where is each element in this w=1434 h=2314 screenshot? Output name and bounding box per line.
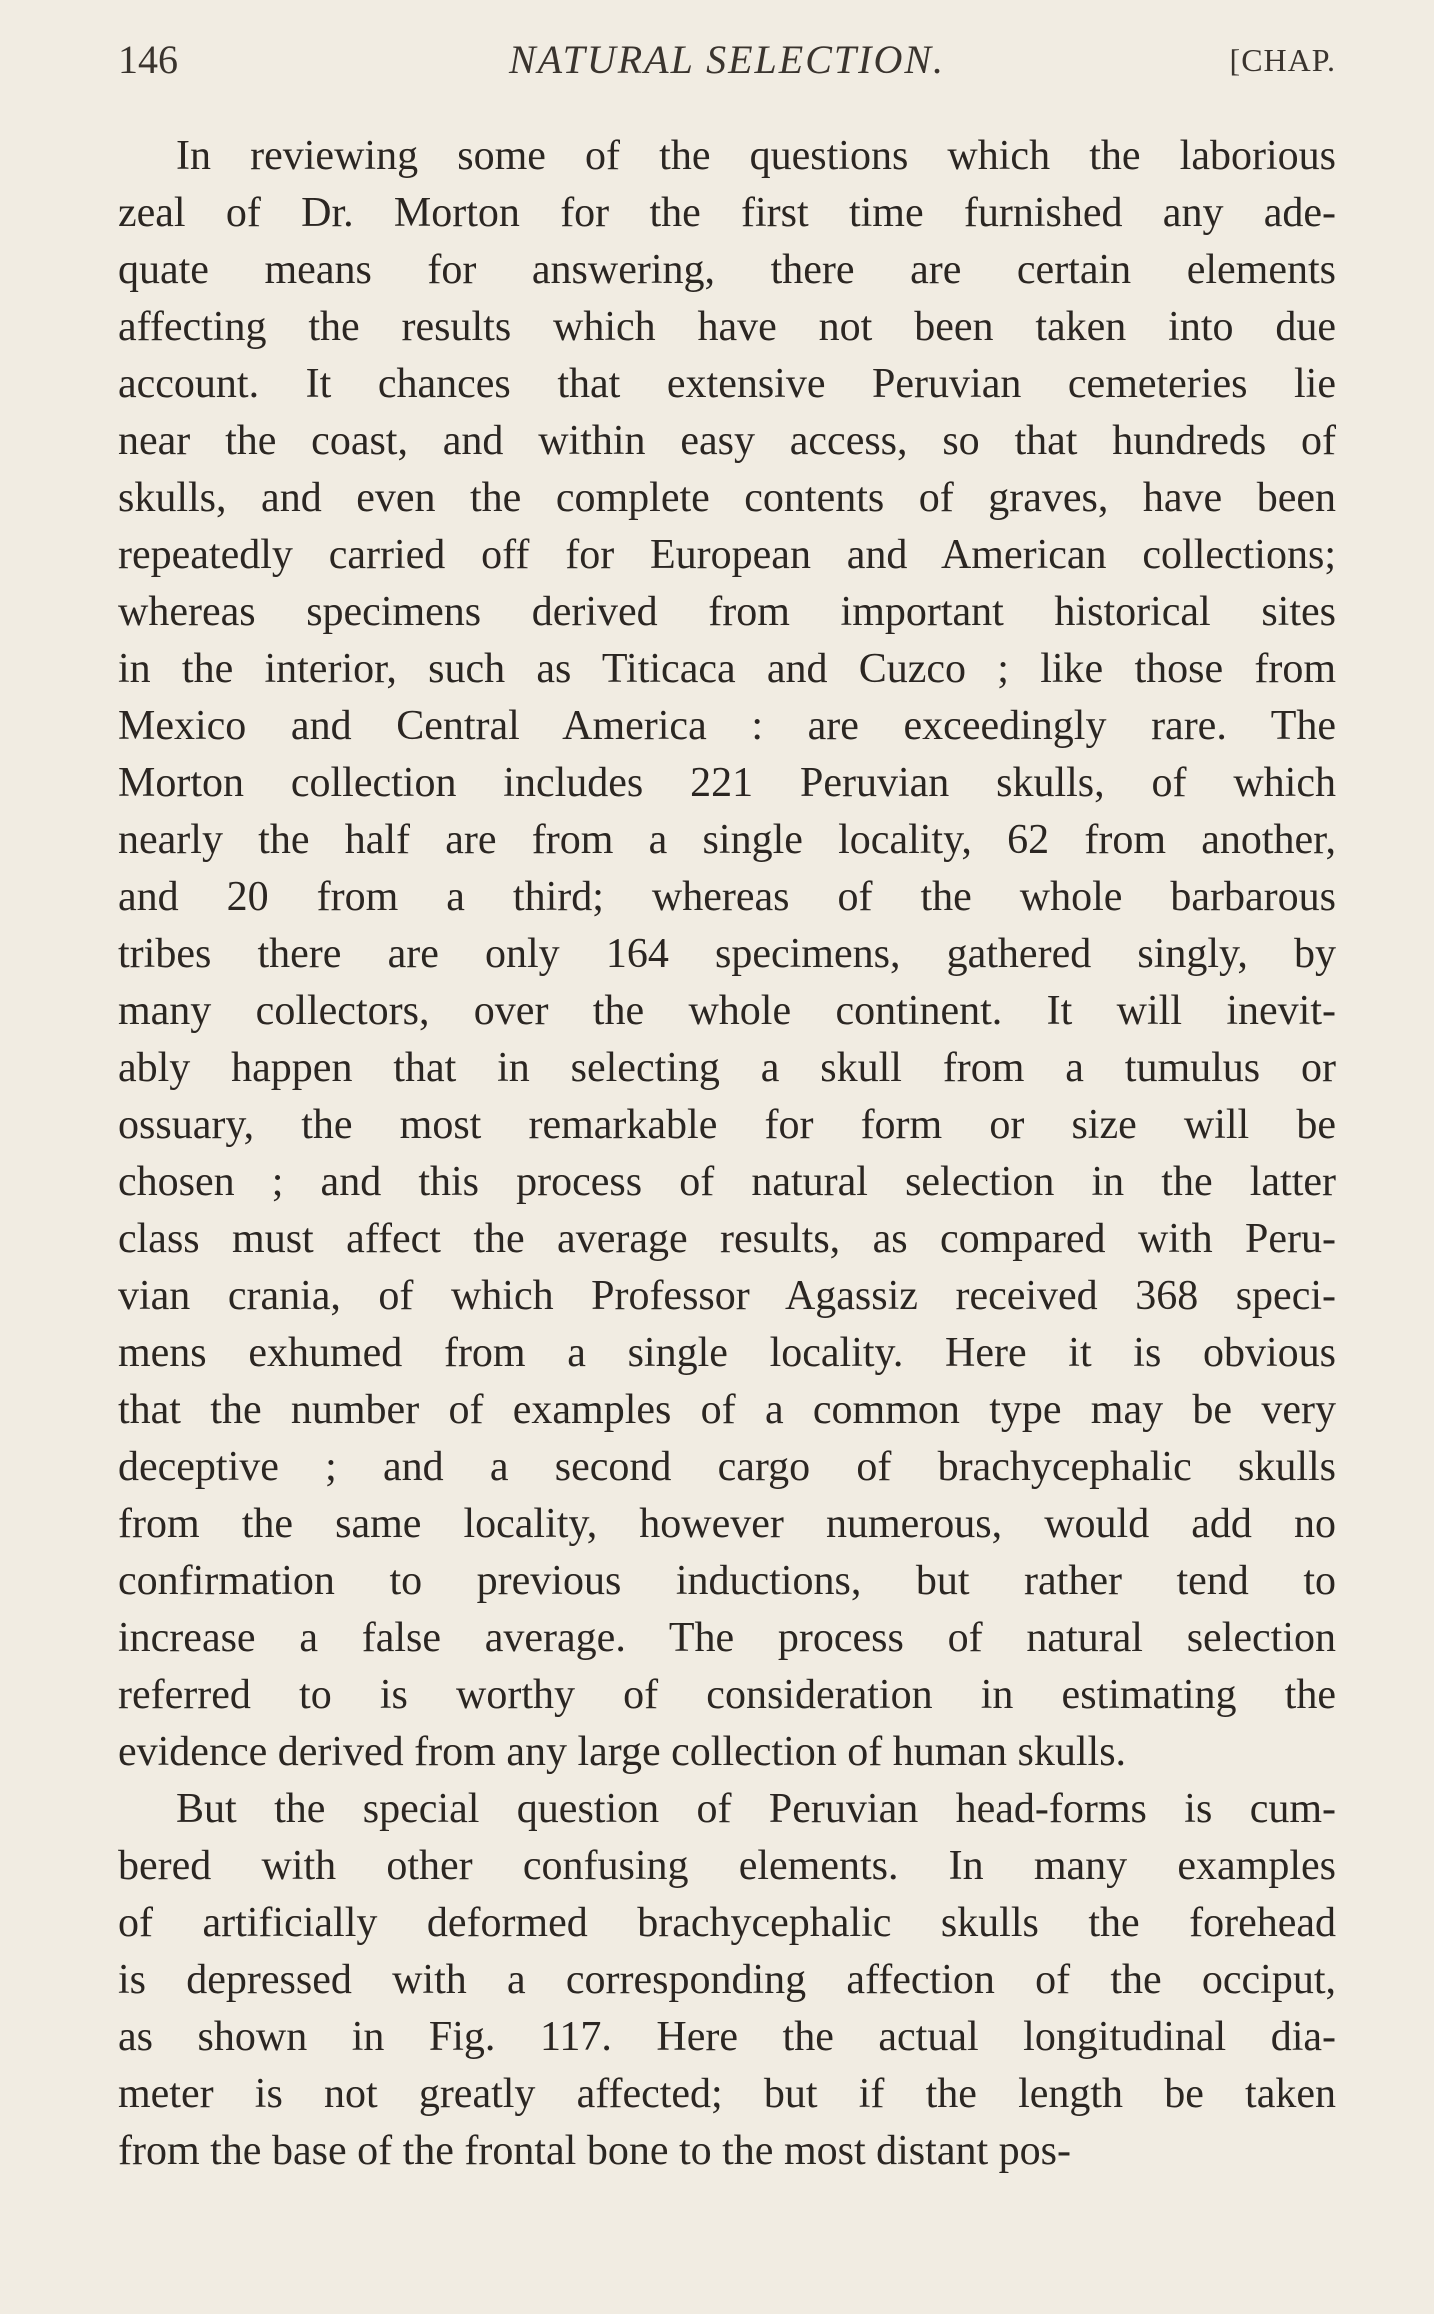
text-line: vian crania, of which Professor Agassiz received 368 speci- — [118, 1273, 1336, 1319]
text-line: nearly the half are from a single locality, 62 from another, — [118, 817, 1336, 863]
text-line: Mexico and Central America : are exceedingly rare. The — [118, 703, 1336, 749]
text-line: class must affect the average results, as compared with Peru- — [118, 1216, 1336, 1262]
text-line: from the same locality, however numerous, would add no — [118, 1501, 1336, 1547]
text-line: evidence derived from any large collection of human skulls. — [118, 1729, 1127, 1775]
page-number: 146 — [118, 37, 178, 82]
text-line: near the coast, and within easy access, so that hundreds of — [118, 418, 1336, 464]
text-line: affecting the results which have not been taken into due — [118, 304, 1336, 350]
text-line: chosen ; and this process of natural selection in the latter — [118, 1159, 1336, 1205]
text-line: as shown in Fig. 117. Here the actual longitudinal dia- — [118, 2014, 1336, 2060]
text-line: ossuary, the most remarkable for form or size will be — [118, 1102, 1336, 1148]
text-line: ably happen that in selecting a skull from a tumulus or — [118, 1045, 1336, 1091]
body-text — [118, 128, 1336, 2180]
text-line: account. It chances that extensive Peruvian cemeteries lie — [118, 361, 1336, 407]
text-line: skulls, and even the complete contents of graves, have been — [118, 475, 1336, 521]
text-line: from the base of the frontal bone to the most distant pos- — [118, 2128, 1071, 2174]
text-line: repeatedly carried off for European and American collections; — [118, 532, 1336, 578]
paragraph — [118, 1781, 1336, 2180]
text-line: whereas specimens derived from important historical sites — [118, 589, 1336, 635]
text-line: of artificially deformed brachycephalic skulls the forehead — [118, 1900, 1336, 1946]
text-line: and 20 from a third; whereas of the whole barbarous — [118, 874, 1336, 920]
text-line: Morton collection includes 221 Peruvian skulls, of which — [118, 760, 1336, 806]
running-head: NATURAL SELECTION. — [508, 37, 946, 82]
text-line: meter is not greatly affected; but if the length be taken — [118, 2071, 1336, 2117]
text-line: quate means for answering, there are certain elements — [118, 247, 1336, 293]
text-line: increase a false average. The process of natural selection — [118, 1615, 1336, 1661]
text-line: many collectors, over the whole continent. It will inevit- — [118, 988, 1336, 1034]
text-line: is depressed with a corresponding affection of the occiput, — [118, 1957, 1336, 2003]
text-line: referred to is worthy of consideration in estimating the — [118, 1672, 1336, 1718]
text-line: in the interior, such as Titicaca and Cuzco ; like those from — [118, 646, 1336, 692]
text-line: deceptive ; and a second cargo of brachycephalic skulls — [118, 1444, 1336, 1490]
chapter-mark: [CHAP. — [1229, 42, 1336, 78]
text-line: tribes there are only 164 specimens, gathered singly, by — [118, 931, 1336, 977]
text-line: mens exhumed from a single locality. Here it is obvious — [118, 1330, 1336, 1376]
text-line: But the special question of Peruvian head-forms is cum- — [176, 1786, 1336, 1832]
text-line: that the number of examples of a common type may be very — [118, 1387, 1336, 1433]
text-line: zeal of Dr. Morton for the first time furnished any ade- — [118, 190, 1336, 236]
text-line: In reviewing some of the questions which the laborious — [176, 133, 1336, 179]
page-header — [118, 30, 1336, 90]
paragraph — [118, 128, 1336, 1781]
text-line: confirmation to previous inductions, but rather tend to — [118, 1558, 1336, 1604]
text-line: bered with other confusing elements. In many examples — [118, 1843, 1336, 1889]
